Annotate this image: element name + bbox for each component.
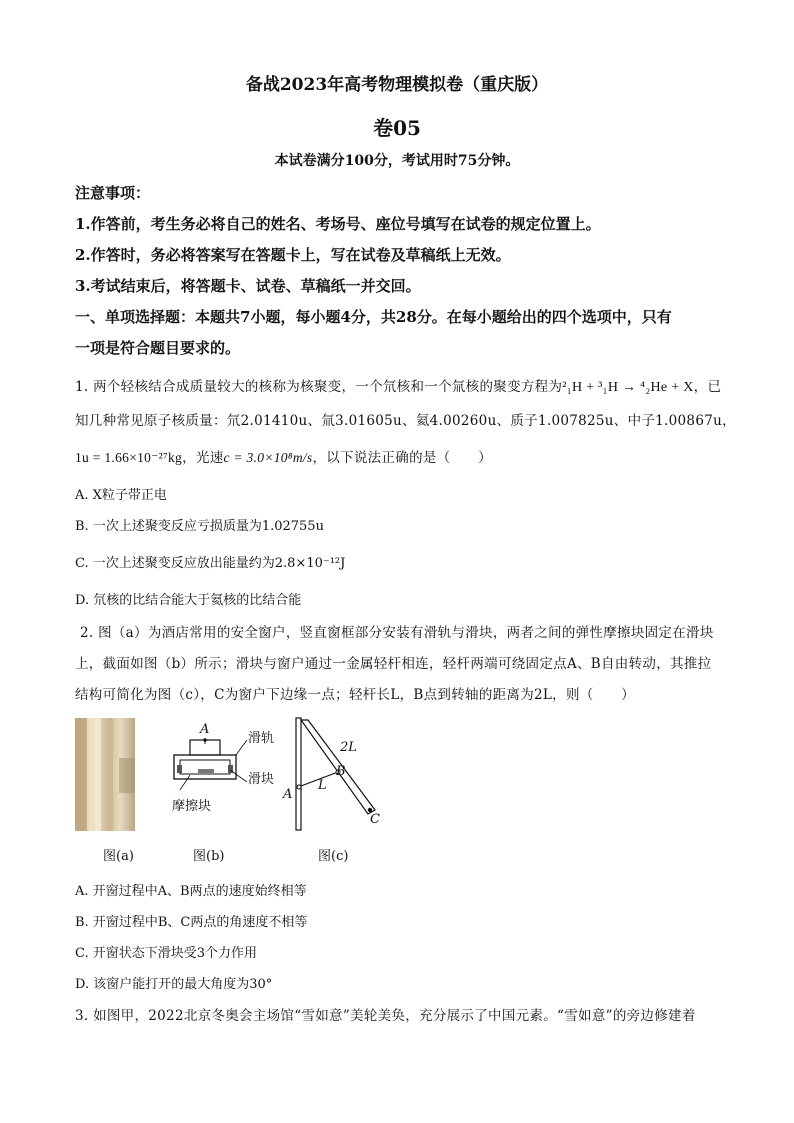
fusion-equation: ²₁H + ³₁H → ⁴₂He + X [562, 380, 694, 395]
fig-c-label-b: B [336, 764, 346, 779]
notice-heading: 注意事项： [75, 184, 151, 202]
q1-option-c: C. 一次上述聚变反应放出能量约为2.8×10⁻¹²J [75, 556, 346, 571]
question-1-line2: 知几种常见原子核质量：氘2.01410u、氚3.01605u、氦4.00260u、质子1.007825u、中子1.00867u， [75, 413, 736, 429]
q1-option-d: D. 氘核的比结合能大于氦核的比结合能 [75, 593, 302, 608]
q1-option-a: A. X粒子带正电 [75, 488, 167, 503]
fig-c-label-l: L [318, 778, 327, 793]
question-2-line1: 2. 图（a）为酒店常用的安全窗户，竖直窗框部分安装有滑轨与滑块，两者之间的弹性摩擦块固定在滑块 [80, 625, 714, 641]
q2-option-c: C. 开窗状态下滑块受3个力作用 [75, 946, 258, 961]
notice-item: 3.考试结束后，将答题卡、试卷、草稿纸一并交回。 [75, 277, 421, 295]
fig-c-label-2l: 2L [340, 740, 357, 755]
caption-fig-a: 图(a) [103, 849, 134, 864]
fig-b-label-slider: 滑块 [248, 772, 275, 787]
q2-option-b: B. 开窗过程中B、C两点的角速度不相等 [75, 915, 308, 930]
volume-title: 卷05 [373, 116, 421, 140]
caption-fig-b: 图(b) [193, 849, 225, 864]
fig-c-label-a: A [283, 787, 293, 802]
notice-item: 1.作答前，考生务必将自己的姓名、考场号、座位号填写在试卷的规定位置上。 [75, 215, 601, 233]
notice-item: 2.作答时，务必将答案写在答题卡上，写在试卷及草稿纸上无效。 [75, 246, 511, 264]
fig-b-label-a: A [200, 722, 210, 737]
question-1-line1: 1. 两个轻核结合成质量较大的核称为核聚变，一个氘核和一个氚核的聚变方程为²₁H + ³₁H → ⁴₂He + X，已 [75, 379, 722, 395]
question-3-line1: 3. 如图甲，2022北京冬奥会主场馆“雪如意”美轮美奂，充分展示了中国元素。“雪如意”的旁边修建着 [75, 1008, 696, 1024]
q2-option-d: D. 该窗户能打开的最大角度为30° [75, 977, 273, 992]
fig-b-label-friction: 摩擦块 [172, 799, 212, 814]
q2-option-a: A. 开窗过程中A、B两点的速度始终相等 [75, 884, 307, 899]
fig-c-label-c: C [370, 812, 380, 827]
window-photo [75, 718, 135, 831]
question-1-line3: 1u = 1.66×10⁻²⁷kg，光速c = 3.0×10⁸m/s，以下说法正确的是（ ） [75, 450, 492, 466]
section-heading-line2: 一项是符合题目要求的。 [75, 339, 241, 357]
fig-b-label-rail: 滑轨 [248, 731, 275, 746]
question-2-line2: 上，截面如图（b）所示；滑块与窗户通过一金属轻杆相连，轻杆两端可绕固定点A、B自由转动，其推拉 [75, 656, 712, 672]
caption-fig-c: 图(c) [318, 849, 349, 864]
question-2-line3: 结构可简化为图（c），C为窗户下边缘一点；轻杆长L，B点到转轴的距离为2L，则（ ） [75, 687, 635, 703]
section-heading-line1: 一、单项选择题：本题共7小题，每小题4分，共28分。在每小题给出的四个选项中，只有 [75, 308, 672, 326]
exam-title: 备战2023年高考物理模拟卷（重庆版） [245, 75, 549, 95]
q1-option-b: B. 一次上述聚变反应亏损质量为1.02755u [75, 519, 324, 534]
exam-subtitle: 本试卷满分100分，考试用时75分钟。 [274, 153, 520, 169]
